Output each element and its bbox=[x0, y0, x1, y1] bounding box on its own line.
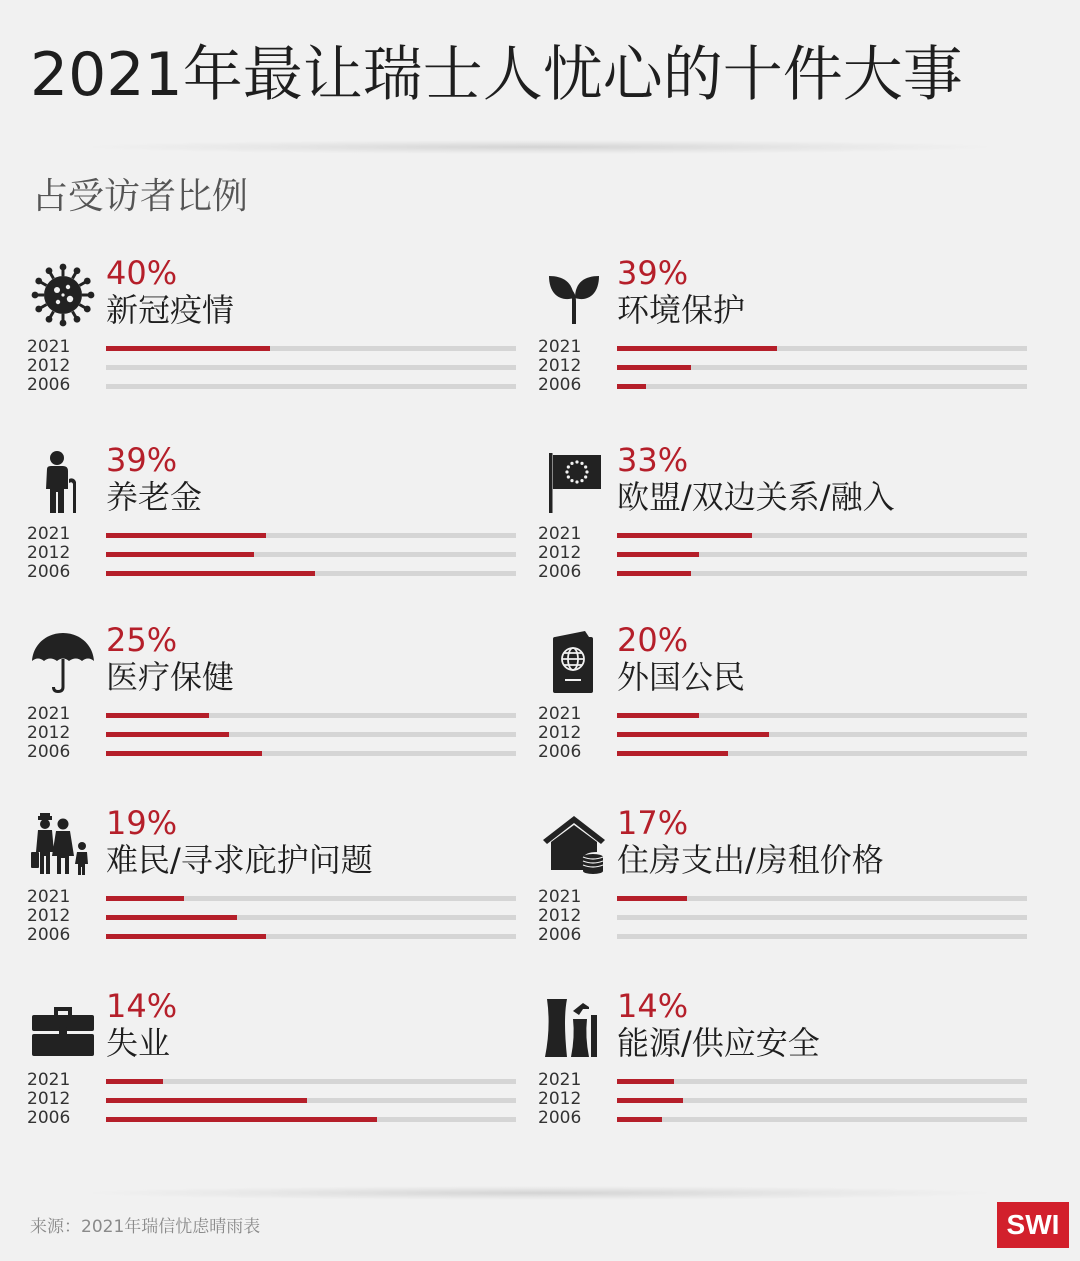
bar-track bbox=[106, 732, 516, 737]
bar-track bbox=[617, 1098, 1027, 1103]
bar-group bbox=[617, 346, 1027, 403]
bar-group bbox=[106, 1079, 516, 1136]
year-label: 2006 bbox=[27, 1108, 71, 1128]
bar-track bbox=[617, 713, 1027, 718]
category-label: 医疗保健 bbox=[106, 658, 235, 696]
page-title: 2021年最让瑞士人忧心的十件大事 bbox=[30, 40, 963, 110]
year-label: 2012 bbox=[27, 356, 71, 376]
elderly-person-icon bbox=[30, 449, 96, 515]
bar-2006 bbox=[106, 571, 315, 576]
bar-track bbox=[617, 896, 1027, 901]
bar-2012 bbox=[106, 915, 237, 920]
bar-track bbox=[106, 384, 516, 389]
bar-group bbox=[106, 346, 516, 403]
chart-panel bbox=[27, 254, 530, 412]
percent-label: 20% bbox=[617, 621, 689, 659]
bar-track bbox=[106, 934, 516, 939]
chart-panel bbox=[538, 621, 1041, 779]
year-label: 2021 bbox=[538, 524, 582, 544]
year-label: 2021 bbox=[27, 524, 71, 544]
year-labels bbox=[538, 888, 608, 945]
bar-track bbox=[617, 732, 1027, 737]
chart-panel bbox=[27, 804, 530, 962]
bar-group bbox=[106, 533, 516, 590]
year-labels bbox=[538, 525, 608, 582]
bar-group bbox=[106, 896, 516, 953]
bar-2012 bbox=[617, 365, 691, 370]
bar-group bbox=[617, 713, 1027, 770]
year-label: 2006 bbox=[27, 375, 71, 395]
bar-2021 bbox=[617, 346, 777, 351]
year-label: 2006 bbox=[538, 742, 582, 762]
category-label: 养老金 bbox=[106, 478, 203, 516]
bar-group bbox=[617, 1079, 1027, 1136]
bar-2006 bbox=[617, 571, 691, 576]
bar-track bbox=[106, 552, 516, 557]
bar-2012 bbox=[617, 552, 699, 557]
year-labels bbox=[27, 888, 97, 945]
chart-panel bbox=[27, 621, 530, 779]
bar-2012 bbox=[106, 1098, 307, 1103]
year-label: 2012 bbox=[538, 543, 582, 563]
bar-2006 bbox=[617, 751, 728, 756]
year-label: 2021 bbox=[27, 887, 71, 907]
bar-2012 bbox=[106, 732, 229, 737]
chart-panel bbox=[27, 987, 530, 1145]
bar-track bbox=[617, 751, 1027, 756]
bar-2006 bbox=[106, 934, 266, 939]
year-label: 2006 bbox=[538, 925, 582, 945]
bar-track bbox=[617, 1117, 1027, 1122]
bar-track bbox=[617, 384, 1027, 389]
bar-track bbox=[106, 1117, 516, 1122]
category-label: 欧盟/双边关系/融入 bbox=[617, 478, 895, 516]
bar-2021 bbox=[617, 713, 699, 718]
year-label: 2012 bbox=[27, 723, 71, 743]
bar-2021 bbox=[106, 346, 270, 351]
bar-track bbox=[106, 713, 516, 718]
percent-label: 14% bbox=[617, 987, 689, 1025]
year-label: 2021 bbox=[538, 887, 582, 907]
year-label: 2012 bbox=[27, 543, 71, 563]
bar-2021 bbox=[106, 533, 266, 538]
bar-2006 bbox=[617, 384, 646, 389]
bar-2012 bbox=[617, 732, 769, 737]
bar-track bbox=[106, 346, 516, 351]
bar-2006 bbox=[106, 751, 262, 756]
year-label: 2006 bbox=[538, 562, 582, 582]
year-labels bbox=[27, 1071, 97, 1128]
year-label: 2012 bbox=[538, 1089, 582, 1109]
category-label: 环境保护 bbox=[617, 291, 746, 329]
bar-track bbox=[617, 934, 1027, 939]
house-coins-icon bbox=[541, 812, 607, 878]
bar-track bbox=[106, 1098, 516, 1103]
bar-2012 bbox=[106, 552, 254, 557]
swi-logo[interactable]: SWI bbox=[997, 1202, 1069, 1248]
year-label: 2021 bbox=[27, 337, 71, 357]
bar-track bbox=[617, 552, 1027, 557]
bar-track bbox=[617, 346, 1027, 351]
year-label: 2012 bbox=[538, 906, 582, 926]
bar-track bbox=[617, 1079, 1027, 1084]
year-label: 2012 bbox=[27, 906, 71, 926]
year-labels bbox=[27, 705, 97, 762]
percent-label: 17% bbox=[617, 804, 689, 842]
year-labels bbox=[538, 1071, 608, 1128]
year-label: 2006 bbox=[27, 925, 71, 945]
virus-icon bbox=[30, 262, 96, 328]
chart-panel bbox=[27, 441, 530, 599]
year-label: 2021 bbox=[538, 337, 582, 357]
percent-label: 19% bbox=[106, 804, 178, 842]
percent-label: 40% bbox=[106, 254, 178, 292]
percent-label: 39% bbox=[617, 254, 689, 292]
year-label: 2006 bbox=[538, 375, 582, 395]
power-plant-icon bbox=[541, 995, 607, 1061]
plant-sprout-icon bbox=[541, 262, 607, 328]
bar-2006 bbox=[617, 1117, 662, 1122]
percent-label: 25% bbox=[106, 621, 178, 659]
year-label: 2012 bbox=[538, 356, 582, 376]
bar-track bbox=[106, 533, 516, 538]
bar-2006 bbox=[106, 1117, 377, 1122]
category-label: 新冠疫情 bbox=[106, 291, 235, 329]
year-label: 2012 bbox=[538, 723, 582, 743]
umbrella-icon bbox=[30, 629, 96, 695]
percent-label: 39% bbox=[106, 441, 178, 479]
eu-flag-icon bbox=[541, 449, 607, 515]
briefcase-icon bbox=[30, 995, 96, 1061]
year-label: 2006 bbox=[538, 1108, 582, 1128]
year-label: 2021 bbox=[27, 704, 71, 724]
bar-track bbox=[106, 571, 516, 576]
bar-group bbox=[106, 713, 516, 770]
year-label: 2006 bbox=[27, 562, 71, 582]
bar-track bbox=[617, 915, 1027, 920]
chart-panel bbox=[538, 441, 1041, 599]
bar-2021 bbox=[106, 713, 209, 718]
top-divider bbox=[90, 140, 990, 154]
category-label: 能源/供应安全 bbox=[617, 1024, 820, 1062]
chart-panel bbox=[538, 987, 1041, 1145]
bar-2012 bbox=[617, 1098, 683, 1103]
passport-icon bbox=[541, 629, 607, 695]
bar-track bbox=[106, 896, 516, 901]
percent-label: 33% bbox=[617, 441, 689, 479]
bar-group bbox=[617, 896, 1027, 953]
bar-2021 bbox=[617, 1079, 674, 1084]
chart-panel bbox=[538, 804, 1041, 962]
bar-track bbox=[617, 365, 1027, 370]
chart-subtitle: 占受访者比例 bbox=[32, 176, 249, 217]
category-label: 失业 bbox=[106, 1024, 171, 1062]
year-labels bbox=[27, 338, 97, 395]
bar-2021 bbox=[617, 896, 687, 901]
year-label: 2021 bbox=[538, 704, 582, 724]
bar-2021 bbox=[106, 1079, 163, 1084]
bar-track bbox=[106, 751, 516, 756]
refugee-family-icon bbox=[30, 812, 96, 878]
bar-track bbox=[617, 533, 1027, 538]
year-label: 2021 bbox=[27, 1070, 71, 1090]
year-labels bbox=[538, 705, 608, 762]
category-label: 难民/寻求庇护问题 bbox=[106, 841, 373, 879]
year-labels bbox=[538, 338, 608, 395]
bar-2021 bbox=[106, 896, 184, 901]
category-label: 住房支出/房租价格 bbox=[617, 841, 884, 879]
percent-label: 14% bbox=[106, 987, 178, 1025]
source-note: 来源：2021年瑞信忧虑晴雨表 bbox=[30, 1217, 261, 1237]
year-labels bbox=[27, 525, 97, 582]
bottom-divider bbox=[90, 1186, 990, 1200]
chart-panel bbox=[538, 254, 1041, 412]
year-label: 2021 bbox=[538, 1070, 582, 1090]
bar-track bbox=[617, 571, 1027, 576]
bar-2021 bbox=[617, 533, 752, 538]
bar-track bbox=[106, 365, 516, 370]
bar-track bbox=[106, 1079, 516, 1084]
bar-track bbox=[106, 915, 516, 920]
category-label: 外国公民 bbox=[617, 658, 746, 696]
year-label: 2006 bbox=[27, 742, 71, 762]
bar-group bbox=[617, 533, 1027, 590]
year-label: 2012 bbox=[27, 1089, 71, 1109]
